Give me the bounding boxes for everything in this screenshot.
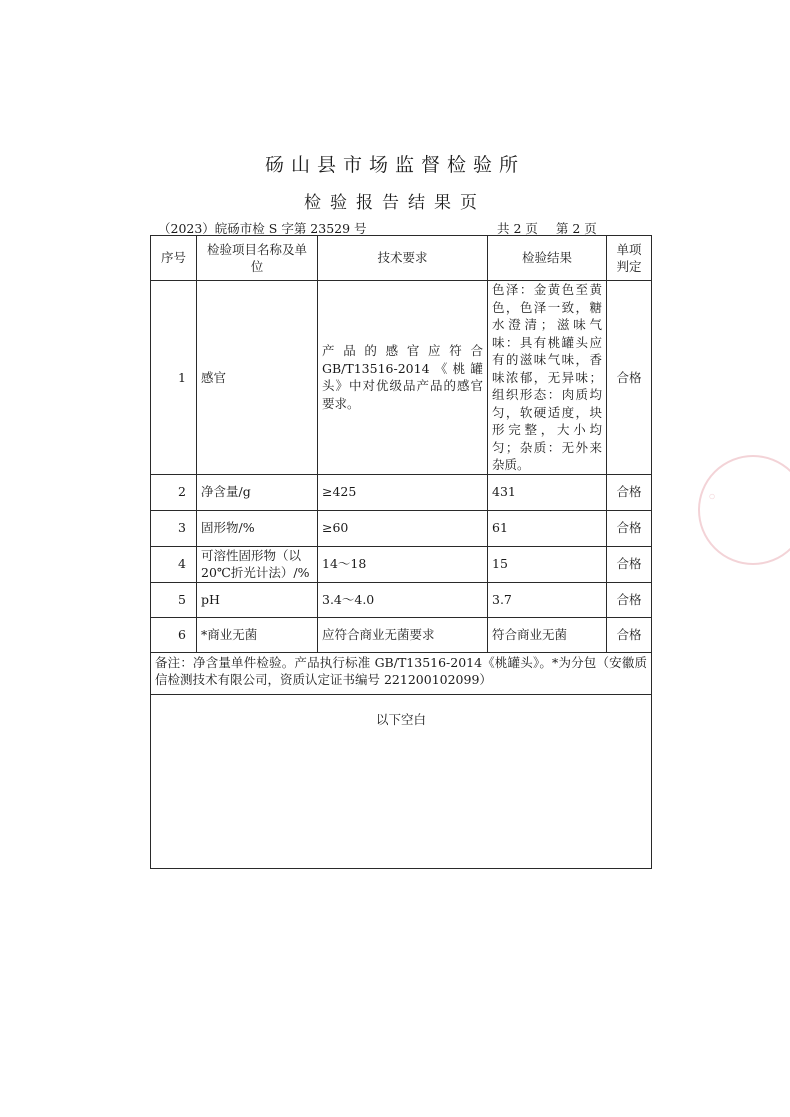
result: 15 bbox=[488, 546, 607, 582]
page-total: 共 2 页 bbox=[497, 221, 538, 236]
result: 色泽：金黄色至黄色，色泽一致，糖水澄清；滋味气味：具有桃罐头应有的滋味气味，香味浓郁，无异味；组织形态：肉质均匀，软硬适度，块形完整，大小均匀；杂质：无外来杂质。 bbox=[488, 281, 607, 475]
requirement: ≥60 bbox=[318, 510, 488, 546]
table-row bbox=[151, 546, 652, 582]
seal-stamp bbox=[698, 455, 790, 565]
table-row bbox=[151, 281, 652, 475]
verdict: 合格 bbox=[607, 582, 652, 617]
item-name: 固形物/% bbox=[197, 510, 318, 546]
requirement: 3.4～4.0 bbox=[318, 582, 488, 617]
verdict: 合格 bbox=[607, 546, 652, 582]
verdict: 合格 bbox=[607, 510, 652, 546]
result: 61 bbox=[488, 510, 607, 546]
table-header-row bbox=[151, 236, 652, 281]
header-cell: 序号 bbox=[151, 236, 197, 281]
table-row bbox=[151, 617, 652, 652]
page-current: 第 2 页 bbox=[555, 221, 597, 236]
requirement: 14～18 bbox=[318, 546, 488, 582]
blank-row bbox=[151, 694, 652, 868]
item-name: 可溶性固形物（以20℃折光计法）/% bbox=[197, 546, 318, 582]
item-name: 感官 bbox=[197, 281, 318, 475]
header-cell: 检验结果 bbox=[488, 236, 607, 281]
results-table bbox=[150, 235, 652, 869]
verdict: 合格 bbox=[607, 281, 652, 475]
table-row bbox=[151, 510, 652, 546]
header-cell: 单项判定 bbox=[607, 236, 652, 281]
row-number: 1 bbox=[151, 281, 197, 475]
row-number: 5 bbox=[151, 582, 197, 617]
report-subtitle: 检验报告结果页 bbox=[304, 193, 486, 213]
note-row bbox=[151, 652, 652, 694]
result: 3.7 bbox=[488, 582, 607, 617]
item-name: 净含量/g bbox=[197, 474, 318, 510]
item-name: pH bbox=[197, 582, 318, 617]
result: 431 bbox=[488, 474, 607, 510]
row-number: 6 bbox=[151, 617, 197, 652]
seal-mark: ◦ bbox=[703, 485, 722, 510]
requirement: 应符合商业无菌要求 bbox=[318, 617, 488, 652]
report-number: （2023）皖砀市检 S 字第 23529 号 bbox=[158, 221, 367, 236]
header-cell: 技术要求 bbox=[318, 236, 488, 281]
requirement: 产品的感官应符合GB/T13516-2014《桃罐头》中对优级品产品的感官要求。 bbox=[318, 281, 488, 475]
header-cell: 检验项目名称及单位 bbox=[197, 236, 318, 281]
row-number: 3 bbox=[151, 510, 197, 546]
row-number: 4 bbox=[151, 546, 197, 582]
requirement: ≥425 bbox=[318, 474, 488, 510]
blank-marker: 以下空白 bbox=[151, 694, 652, 868]
verdict: 合格 bbox=[607, 474, 652, 510]
institution-title: 砀山县市场监督检验所 bbox=[264, 154, 525, 176]
row-number: 2 bbox=[151, 474, 197, 510]
table-row bbox=[151, 474, 652, 510]
verdict: 合格 bbox=[607, 617, 652, 652]
remarks: 备注：净含量单件检验。产品执行标准 GB/T13516-2014《桃罐头》。*为分包（安徽质信检测技术有限公司，资质认定证书编号 221200102099） bbox=[151, 652, 652, 694]
item-name: *商业无菌 bbox=[197, 617, 318, 652]
table-row bbox=[151, 582, 652, 617]
result: 符合商业无菌 bbox=[488, 617, 607, 652]
